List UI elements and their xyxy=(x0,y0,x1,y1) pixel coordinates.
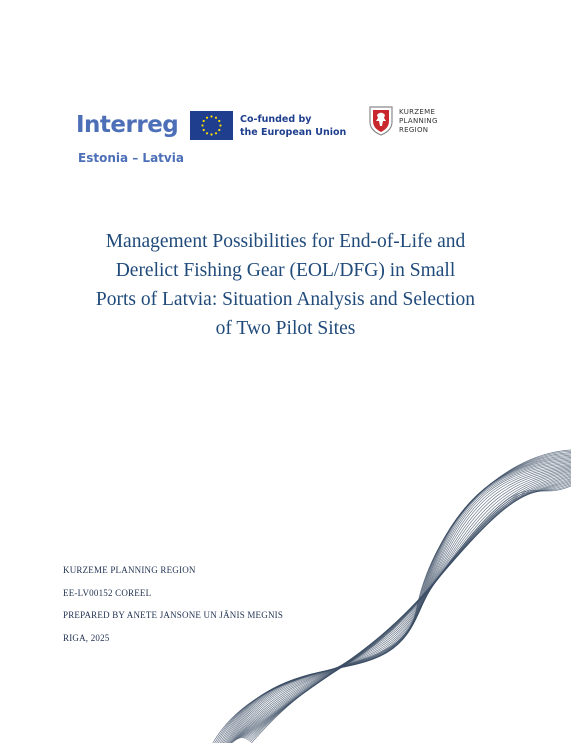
eu-star xyxy=(210,115,212,117)
wave-line xyxy=(238,474,571,739)
organisation-name: KURZEME PLANNING REGION xyxy=(63,565,196,575)
title-line-1: Management Possibilities for End-of-Life and xyxy=(105,231,466,252)
coat-of-arms-icon xyxy=(369,106,393,136)
eu-star xyxy=(210,133,212,135)
eu-star xyxy=(206,132,208,134)
programme-name: Estonia – Latvia xyxy=(78,151,184,165)
eu-star xyxy=(215,132,217,134)
document-title xyxy=(40,227,531,343)
kpr-line-3: REGION xyxy=(399,126,429,134)
eu-star xyxy=(203,129,205,131)
interreg-wordmark: Interreg xyxy=(76,112,179,138)
wave-line xyxy=(235,471,571,740)
kurzeme-planning-region-wordmark xyxy=(399,108,438,135)
eu-star xyxy=(219,124,221,126)
eu-star xyxy=(218,129,220,131)
eu-flag-icon xyxy=(190,111,233,140)
prepared-by: PREPARED BY ANETE JANSONE UN JĀNIS MEGNIS xyxy=(63,610,284,621)
eu-cofunding-text xyxy=(240,113,346,139)
eu-star xyxy=(203,120,205,122)
title-line-3: Ports of Latvia: Situation Analysis and Selection xyxy=(95,289,476,310)
title-line-4: of Two Pilot Sites xyxy=(215,318,356,339)
eu-star xyxy=(206,117,208,119)
wave-line xyxy=(234,470,571,742)
title-line-2: Derelict Fishing Gear (EOL/DFG) in Small xyxy=(115,260,456,281)
wave-line xyxy=(245,480,571,739)
project-code: EE-LV00152 COREEL xyxy=(63,587,152,598)
eu-star xyxy=(215,117,217,119)
eu-line-1: Co-funded by xyxy=(240,114,312,125)
place-and-year: RIGA, 2025 xyxy=(63,633,110,644)
kpr-line-1: KURZEME xyxy=(399,108,436,116)
wave-line xyxy=(239,475,571,739)
kpr-line-2: PLANNING xyxy=(399,117,438,125)
eu-star xyxy=(201,124,203,126)
document-details xyxy=(63,564,283,655)
logo-bar xyxy=(0,0,571,200)
eu-star xyxy=(218,120,220,122)
eu-line-2: the European Union xyxy=(240,127,347,138)
wave-line xyxy=(233,469,571,743)
